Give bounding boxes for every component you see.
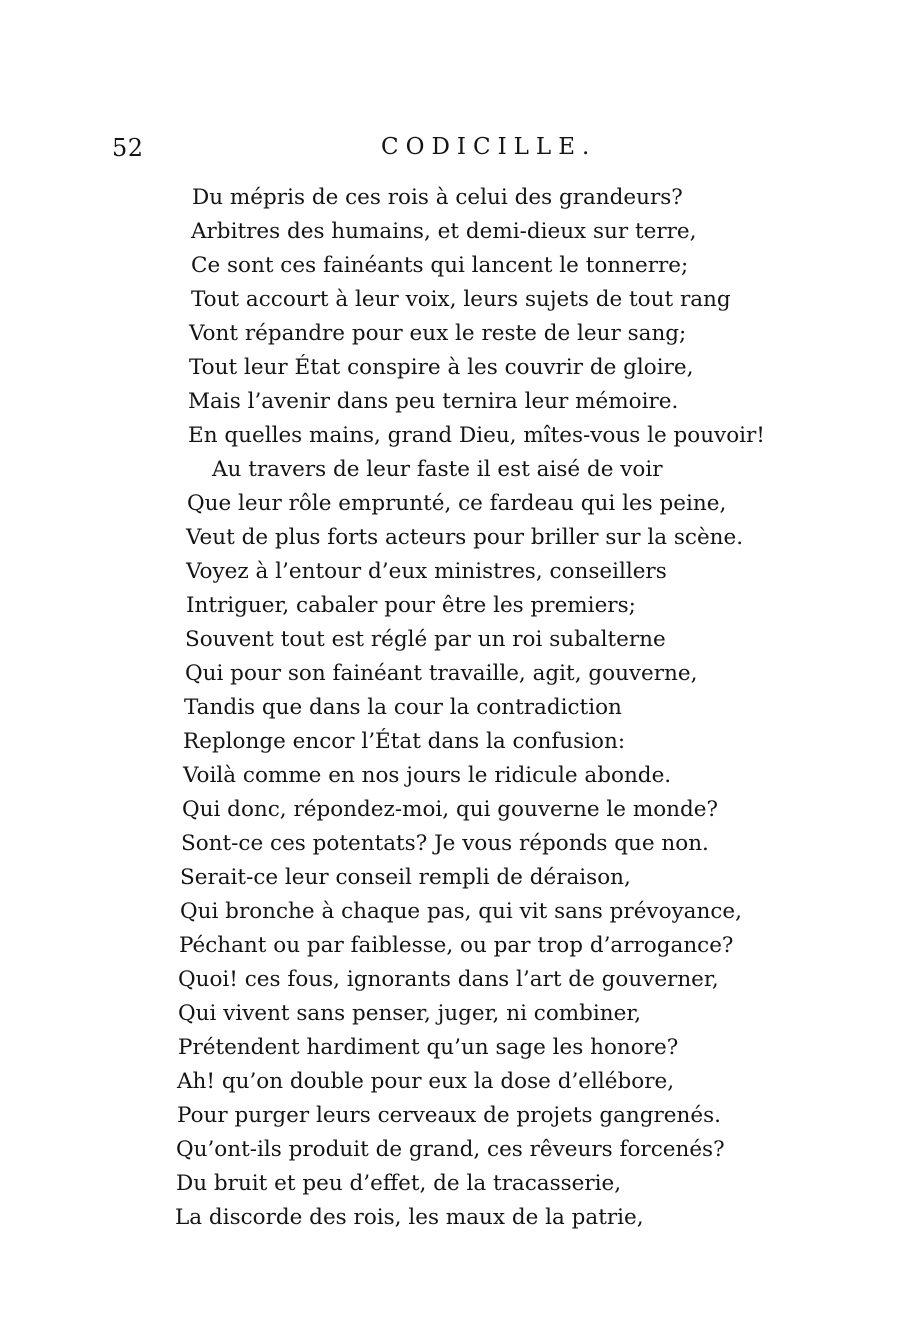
verse-line: Vont répandre pour eux le reste de leur sang; (189, 321, 687, 346)
verse-line: Prétendent hardiment qu’un sage les honore? (178, 1035, 679, 1060)
verse-line: Tout accourt à leur voix, leurs sujets de tout rang (191, 287, 731, 312)
verse-line: Du mépris de ces rois à celui des grandeurs? (192, 185, 683, 210)
verse-line: Que leur rôle emprunté, ce fardeau qui les peine, (187, 491, 727, 516)
verse-line: Replonge encor l’État dans la confusion: (183, 729, 626, 754)
verse-line: Mais l’avenir dans peu ternira leur mémoire. (188, 389, 679, 414)
verse-line: Souvent tout est réglé par un roi subalterne (185, 627, 666, 652)
verse-line: Sont-ce ces potentats? Je vous réponds que non. (181, 831, 709, 856)
verse-line: Qui vivent sans penser, juger, ni combiner, (178, 1001, 642, 1026)
verse-line: La discorde des rois, les maux de la patrie, (175, 1205, 644, 1230)
verse-line: Ah! qu’on double pour eux la dose d’ellébore, (177, 1069, 675, 1094)
verse-line: Arbitres des humains, et demi-dieux sur terre, (191, 219, 697, 244)
verse-line: Ce sont ces fainéants qui lancent le tonnerre; (191, 253, 689, 278)
page-number: 52 (112, 134, 144, 162)
verse-line: Intriguer, cabaler pour être les premiers; (186, 593, 636, 618)
verse-line: Du bruit et peu d’effet, de la tracasserie, (176, 1171, 622, 1196)
verse-line: Tout leur État conspire à les couvrir de gloire, (189, 355, 694, 380)
verse-line: Quoi! ces fous, ignorants dans l’art de gouverner, (178, 967, 719, 992)
verse-line: Veut de plus forts acteurs pour briller sur la scène. (186, 525, 744, 550)
verse-line: Qu’ont-ils produit de grand, ces rêveurs forcenés? (176, 1137, 725, 1162)
verse-line: Voilà comme en nos jours le ridicule abonde. (183, 763, 672, 788)
verse-line: Qui donc, répondez-moi, qui gouverne le monde? (182, 797, 719, 822)
verse-line: Serait-ce leur conseil rempli de déraison, (180, 865, 631, 890)
verse-line: Péchant ou par faiblesse, ou par trop d’arrogance? (179, 933, 734, 958)
running-title: CODICILLE. (381, 134, 597, 160)
verse-line: Au travers de leur faste il est aisé de voir (212, 457, 663, 482)
verse-line: Pour purger leurs cerveaux de projets gangrenés. (177, 1103, 721, 1128)
verse-line: Qui pour son fainéant travaille, agit, gouverne, (185, 661, 698, 686)
verse-line: Voyez à l’entour d’eux ministres, conseillers (186, 559, 667, 584)
page-header (0, 134, 900, 170)
verse-line: Qui bronche à chaque pas, qui vit sans prévoyance, (180, 899, 742, 924)
verse-line: En quelles mains, grand Dieu, mîtes-vous le pouvoir! (188, 423, 765, 448)
verse-line: Tandis que dans la cour la contradiction (184, 695, 622, 720)
